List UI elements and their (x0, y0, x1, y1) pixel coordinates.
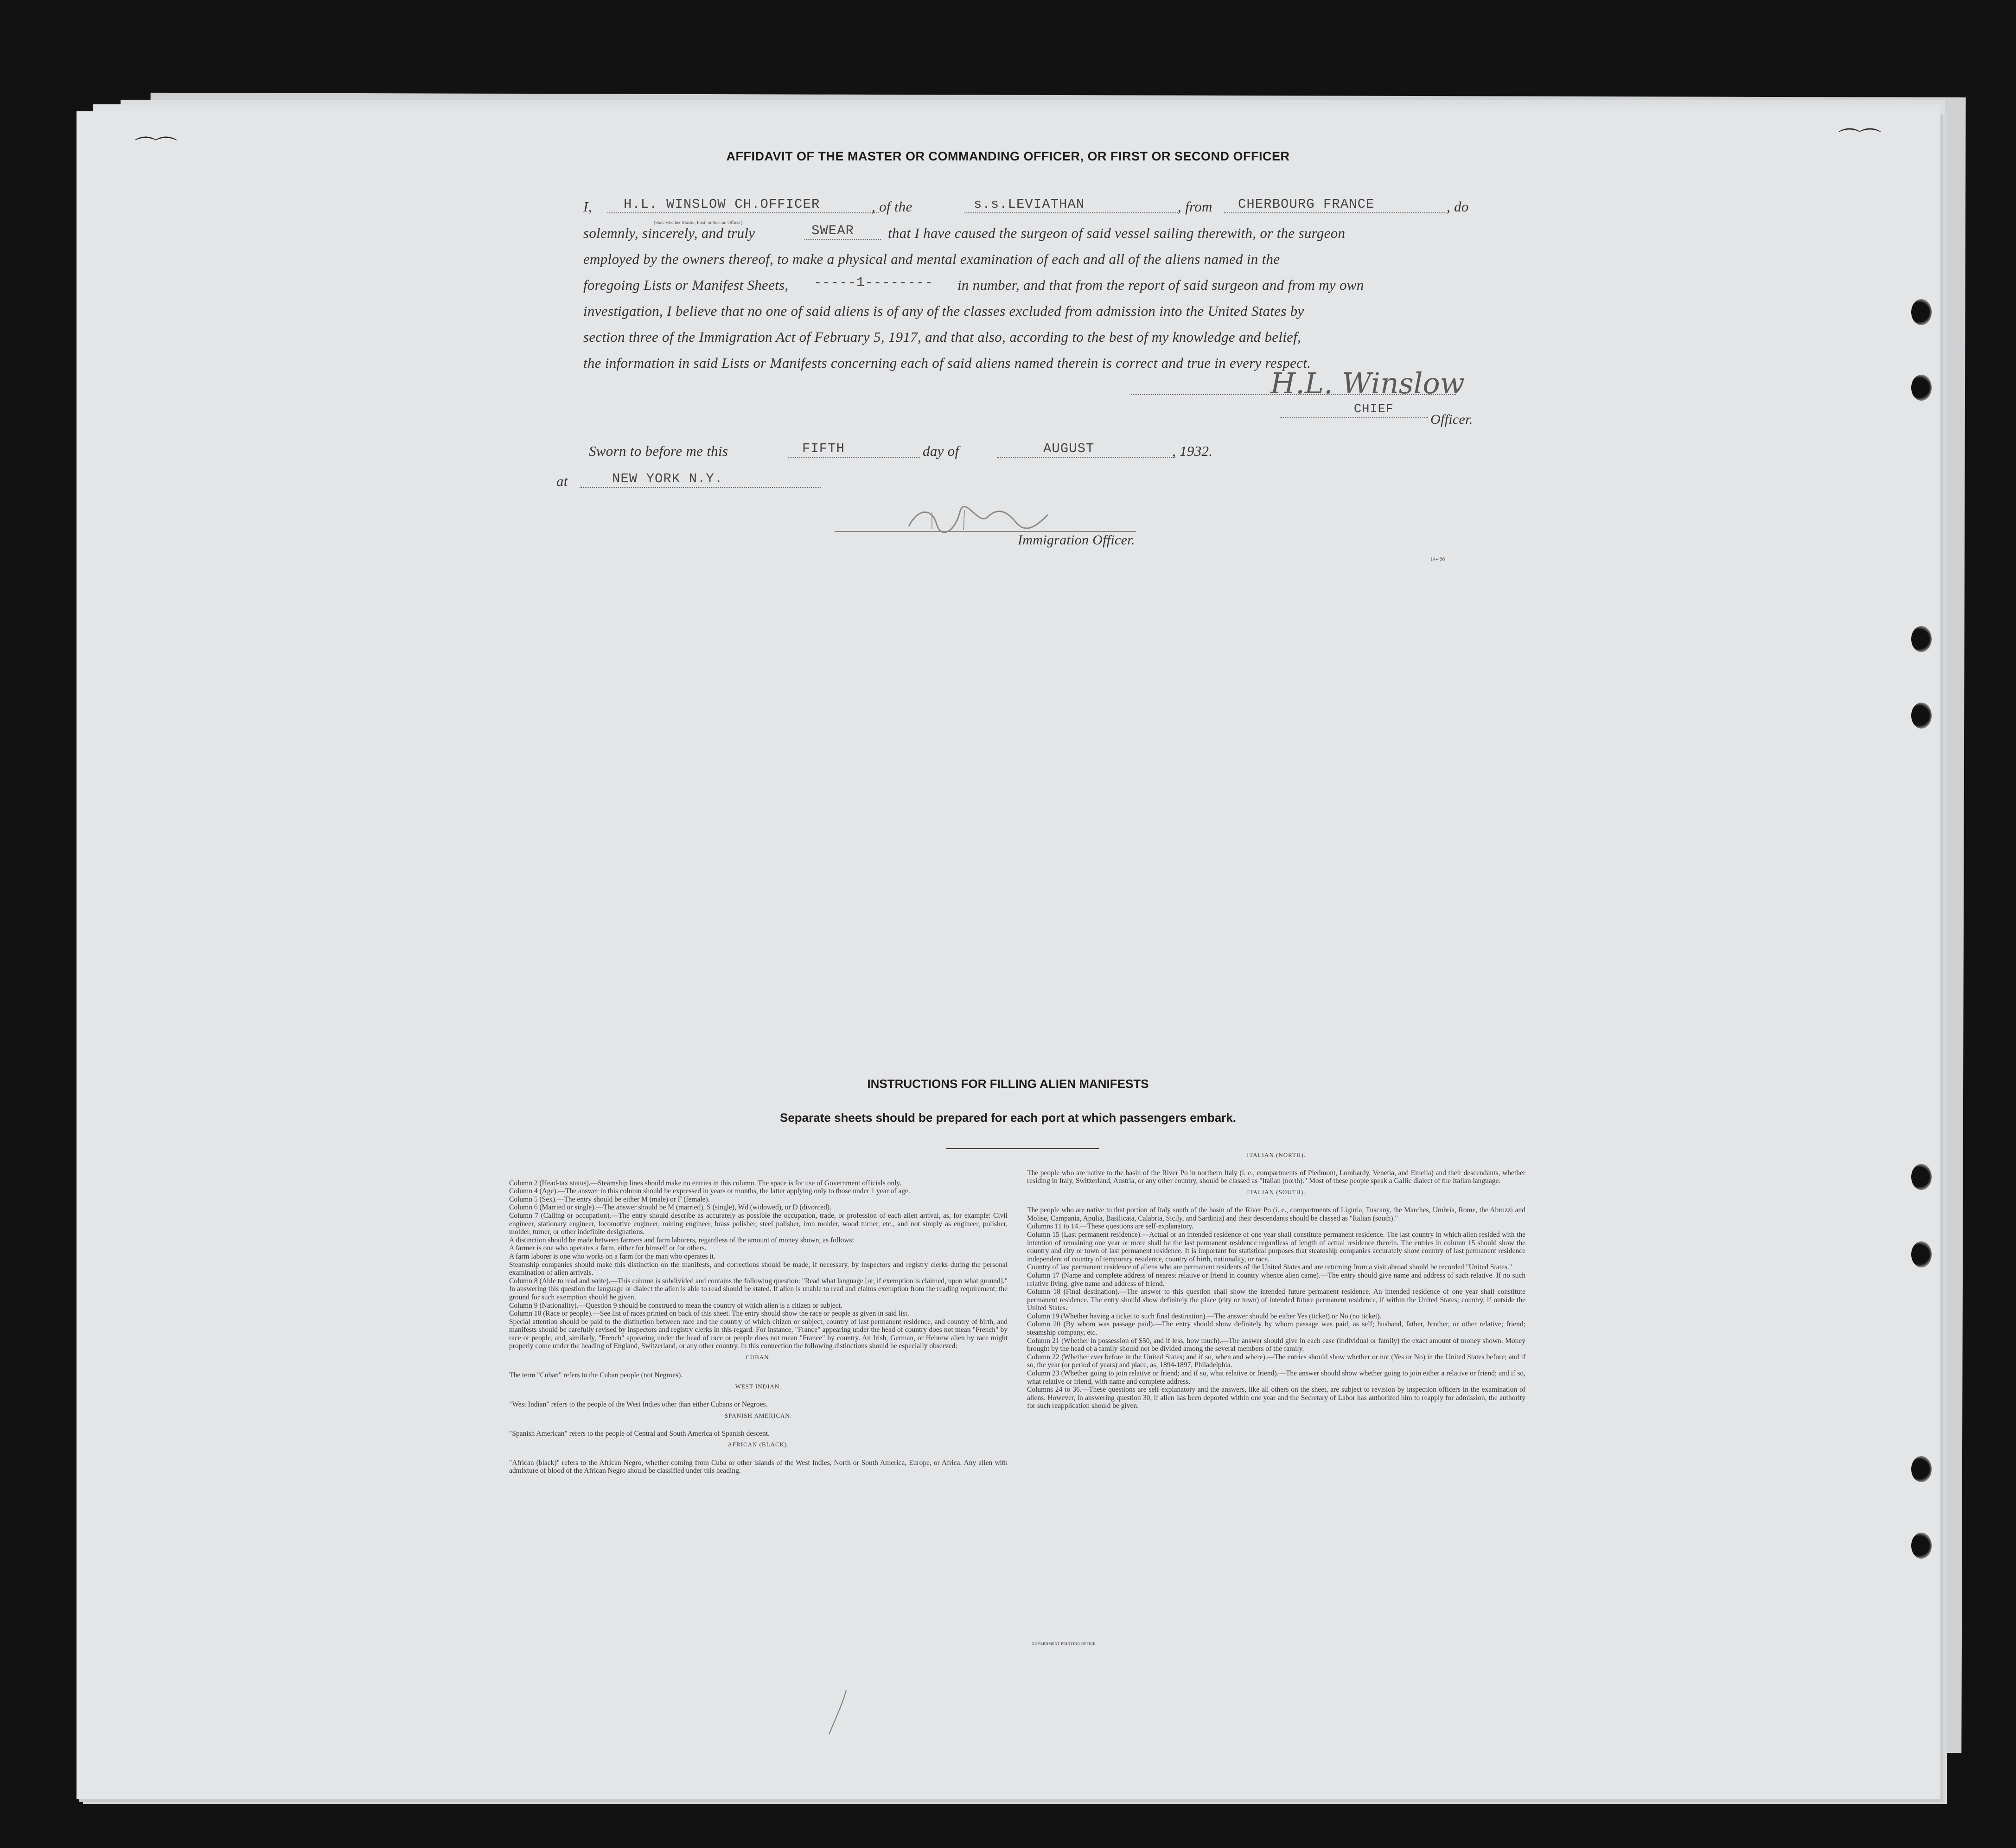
punch-hole-icon (1911, 1241, 1932, 1267)
officer-label: Officer. (1430, 412, 1473, 427)
instruction-text: Columns 11 to 14.—These questions are self-explanatory. Column 15 (Last permanent residence).—Actual or an intended residence of one year shall constitute permanent residence. The last country in which alien resided with the intention of remaining one year or more shall be the last permanent residence regardless of length of actual residence therein. The entries in column 15 should show the country and city or town of last permanent residence. It is important for statistical purposes that steamship companies accurately show country of last permanent residence independent of country of temporary residence, country of birth, nationality, or race. Country of last permanent residence of aliens who are permanent residents of the United States and are returning from a visit abroad should be recorded "United States." Column 17 (Name and complete address of nearest relative or friend in country whence alien came).—The entry should give name and address of such relative. If no such relative living, give name and address of friend. Column 18 (Final destination).—The answer to this question shall show the intended future permanent residence. An intended residence of one year shall constitute permanent residence. The entry should show definitely the place (city or town) of intended future permanent residence, if within the United States; country, if outside the United States. Column 19 (Whether having a ticket to such final destination).—The answer should be either Yes (ticket) or No (no ticket). Column 20 (By whom was passage paid).—The entry should show definitely by whom passage was paid, as self; husband, father, brother, or other relative; friend; steamship company, etc. Column 21 (Whether in possession of $50, and if less, how much).—The answer should give in each case (individual or family) the exact amount of money shown. Money brought by the head of a family should not be divided among the several members of the family. Column 22 (Whether ever before in the United States; and if so, when and where).—The entries should show whether or not (Yes or No) in the United States before; and if so, the year (or period of years) and place, as, 1894-1897, Philadelphia. Column 23 (Whether going to join relative or friend; and if so, what relative or friend).—The answer should show whether going to join either a relative or friend; and if so, what relative or friend, with name and complete address. Columns 24 to 36.—These questions are self-explanatory and the answers, like all others on the sheet, are subject to revision by inspection officers in the examination of aliens. However, in answering question 30, if alien has been deported within one year and the Secretary of Labor has authorized him to reapply for admission, the authority for such reapplication should be given. (1027, 1222, 1525, 1410)
instructions-left-column (509, 1171, 1008, 1475)
fill-line (804, 239, 881, 240)
affidavit-line: foregoing Lists or Manifest Sheets, (583, 277, 789, 293)
pencil-mark (825, 1688, 853, 1739)
place-field: NEW YORK N.Y. (612, 471, 723, 486)
section-heading: WEST INDIAN. (735, 1382, 782, 1390)
officer-signature: H.L. Winslow (1270, 366, 1465, 400)
fill-line (1280, 417, 1428, 418)
fill-line (964, 212, 1178, 213)
signature-line (835, 531, 1136, 532)
instructions-title: INSTRUCTIONS FOR FILLING ALIEN MANIFESTS (867, 1077, 1149, 1091)
fill-line (997, 457, 1175, 458)
instruction-text: Column 2 (Head-tax status).—Steamship lines should make no entries in this column. The space is for use of Government officials only. Column 4 (Age).—The answer in this column should be expressed in years or months, the latter applying only to those under 1 year of age. Column 5 (Sex).—The entry should be either M (male) or F (female). Column 6 (Married or single).—The answer should be M (married), S (single), Wd (widowed), or D (divorced). Column 7 (Calling or occupation).—The entry should describe as accurately as possible the occupation, trade, or profession of each alien arrival, as, for example: Civil engineer, stationary engineer, locomotive engineer, mining engineer, brass polisher, steel polisher, iron molder, wood turner, etc., and not simply as engineer, polisher, molder, turner, or other indefinite designations. A distinction should be made between farmers and farm laborers, regardless of the amount of money shown, as follows: A farmer is one who operates a farm, either for himself or for others. A farm laborer is one who works on a farm for the man who operates it. Steamship companies should make this distinction on the manifests, and corrections should be made, if necessary, by inspectors and registry clerks during the personal examination of alien arrivals. Column 8 (Able to read and write).—This column is subdivided and contains the following question: "Read what language [or, if exemption is claimed, upon what ground]." In answering this question the language or dialect the alien is able to read should be stated. If alien is unable to read and claims exemption from the reading requirement, the ground for such exemption should be given. Column 9 (Nationality).—Question 9 should be construed to mean the country of which alien is a citizen or subject. Column 10 (Race or people).—See list of races printed on back of this sheet. The entry should show the race or people as given in said list. Special attention should be paid to the distinction between race and the country of which citizen or subject, country of last permanent residence, and country of birth, and manifests should be carefully revised by inspectors and registry clerks in this regard. For instance, "France" appearing under the head of country does not mean "French" by race or people, and, similarly, "French" appearing under the head of race or people does not mean "France" by country. An Irish, German, or Hebrew alien by race might properly come under the heading of England, Switzerland, or any other country. In this connection the following distinctions should be especially observed: (509, 1179, 1008, 1350)
affidavit-line: solemnly, sincerely, and truly (583, 225, 755, 241)
instruction-text: "West Indian" refers to the people of the West Indies other than either Cubans or Negroes. (509, 1400, 768, 1409)
printer-imprint: GOVERNMENT PRINTING OFFICE (1032, 1642, 1096, 1646)
affidavit-line: in number, and that from the report of said surgeon and from my own (957, 277, 1364, 293)
affidavit-line: section three of the Immigration Act of February 5, 1917, and that also, according to the best of my knowledge and belief, (583, 329, 1301, 345)
sworn-month-field: AUGUST (1043, 441, 1095, 456)
section-heading: SPANISH AMERICAN. (724, 1412, 792, 1419)
vessel-name-field: s.s.LEVIATHAN (974, 197, 1085, 212)
port-field: CHERBOURG FRANCE (1238, 197, 1375, 212)
section-heading: ITALIAN (SOUTH). (1247, 1188, 1306, 1196)
affidavit-line: that I have caused the surgeon of said vessel sailing therewith, or the surgeon (888, 225, 1346, 241)
sworn-day-field: FIFTH (802, 441, 845, 456)
affidavit-title: AFFIDAVIT OF THE MASTER OR COMMANDING OFFICER, OR FIRST OR SECOND OFFICER (726, 149, 1290, 163)
scan-mark: ⌒⌒ (1838, 128, 1880, 152)
day-of-label: day of (923, 443, 959, 459)
affidavit-line: investigation, I believe that no one of said aliens is of any of the classes excluded from admission into the United States by (583, 303, 1304, 319)
instruction-text: The people who are native to that portion of Italy south of the basin of the River Po (i. e., compartments of Liguria, Tuscany, the Marches, Umbria, Rome, the Abruzzi and Molise, Campania, Apulia, Basilicata, Calabria, Sicily, and Sardinia) and their descendants should be classed as "Italian (south)." (1027, 1206, 1525, 1222)
punch-hole-icon (1911, 626, 1932, 652)
scan-mark: ⌒⌒ (134, 136, 176, 160)
punch-hole-icon (1911, 703, 1932, 729)
section-heading: AFRICAN (BLACK). (727, 1441, 789, 1448)
punch-hole-icon (1911, 299, 1932, 325)
fill-line (788, 457, 920, 458)
affidavit-line: employed by the owners thereof, to make a physical and mental examination of each and all of the aliens named in the (583, 251, 1280, 267)
sworn-label: Sworn to before me this (589, 443, 728, 459)
punch-hole-icon (1911, 375, 1932, 401)
affidavit-line: the information in said Lists or Manifests concerning each of said aliens named therein is correct and true in every respect. (583, 355, 1311, 371)
form-number: 14-496 (1430, 556, 1445, 562)
sheet-count-field: -----1-------- (814, 275, 933, 290)
instructions-right-column (1027, 1140, 1525, 1410)
officer-rank-note: (State whether Master, First, or Second Officer) (654, 220, 743, 225)
rank-field: CHIEF (1354, 403, 1394, 416)
of-the-label: , of the (872, 198, 912, 215)
instruction-text: The people who are native to the basin of the River Po in northern Italy (i. e., compartments of Piedmont, Lombardy, Venetia, and Emelia) and their descendants, whether residing in Italy, Switzerland, Austria, or any other country, should be classed as "Italian (north)." Most of these people speak a Gallic dialect of the Italian language. (1027, 1169, 1525, 1185)
instruction-text: "Spanish American" refers to the people of Central and South America of Spanish descent. (509, 1429, 770, 1438)
fill-line (1224, 212, 1447, 213)
punch-hole-icon (1911, 1164, 1932, 1190)
fill-line (607, 212, 879, 213)
signature-line (1131, 394, 1456, 395)
at-label: at (556, 473, 568, 489)
oath-field: SWEAR (811, 223, 855, 238)
instruction-text: "African (black)" refers to the African Negro, whether coming from Cuba or other islands of the West Indies, North or South America, Europe, or Africa. Any alien with admixture of blood of the African Negro should be classified under this heading. (509, 1458, 1008, 1475)
from-label: , from (1178, 198, 1212, 215)
instructions-subtitle: Separate sheets should be prepared for each port at which passengers embark. (780, 1111, 1236, 1125)
instruction-text: The term "Cuban" refers to the Cuban people (not Negroes). (509, 1371, 683, 1380)
fill-line (580, 487, 821, 488)
do-label: , do (1447, 198, 1469, 215)
officer-name-field: H.L. WINSLOW CH.OFFICER (624, 197, 820, 212)
year-label: , 1932. (1172, 443, 1213, 459)
punch-hole-icon (1911, 1456, 1932, 1482)
section-heading: ITALIAN (NORTH). (1247, 1151, 1306, 1158)
punch-hole-icon (1911, 1533, 1932, 1559)
section-heading: CUBAN. (746, 1354, 771, 1361)
immigration-officer-label: Immigration Officer. (1018, 532, 1135, 548)
affidavit-pronoun: I, (583, 198, 592, 215)
